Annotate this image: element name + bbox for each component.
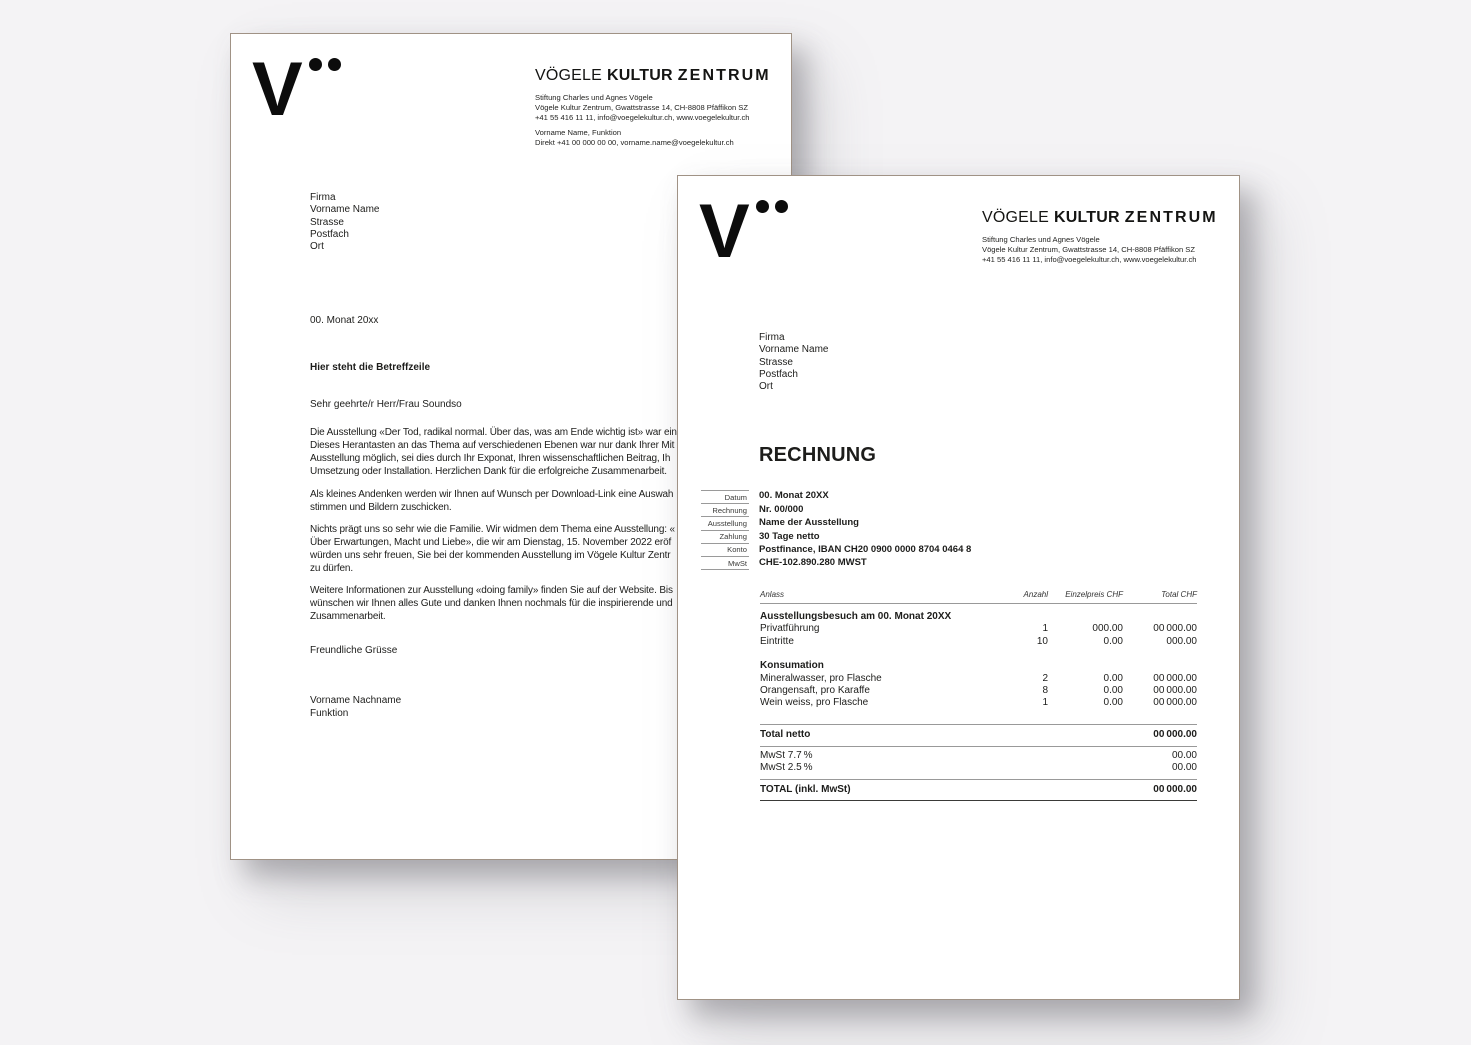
brand-wordmark (982, 209, 1218, 227)
invoice-title: RECHNUNG (759, 444, 877, 466)
invoice-table (760, 590, 1197, 801)
wordmark-kultur: KULTUR (1054, 209, 1120, 226)
letter-subject: Hier steht die Betreffzeile (310, 362, 431, 373)
meta-label: Rechnung (701, 504, 749, 517)
org-line: +41 55 416 11 11, info@voegelekultur.ch, www.voegelekultur.ch (982, 254, 1197, 264)
total-value: 00 000.00 (1153, 729, 1197, 741)
logo-v-glyph: V (252, 47, 300, 132)
letter-closing: Freundliche Grüsse (310, 645, 398, 656)
table-row (760, 673, 1197, 685)
wordmark-zentrum: ZENTRUM (1124, 209, 1218, 226)
meta-value: 00. Monat 20XX (759, 490, 829, 501)
item-name: Privatführung (760, 623, 820, 635)
mwst-row (760, 750, 1197, 762)
meta-row (701, 531, 1206, 544)
letterhead (982, 209, 1218, 265)
recipient-line: Postfach (759, 368, 798, 380)
paragraph-line: Nichts prägt uns so sehr wie die Familie. Wir widmen dem Thema eine Ausstellung: « (310, 524, 675, 535)
paragraph-line: Über Erwartungen, Macht und Liebe», die wir am Dienstag, 15. November 2022 eröf (310, 537, 672, 548)
brand-logo (252, 47, 372, 132)
org-address-block (535, 93, 767, 123)
total-value: 00 000.00 (1153, 784, 1197, 796)
logo-v-glyph: V (699, 189, 747, 274)
item-price: 0.00 (1103, 685, 1123, 697)
wordmark-voegele: VÖGELE (982, 209, 1050, 226)
signature-role: Funktion (310, 708, 349, 719)
table-header-row (760, 590, 1197, 604)
meta-value: CHE-102.890.280 MWST (759, 556, 867, 568)
meta-row (701, 544, 1206, 557)
recipient-line: Strasse (759, 356, 793, 368)
item-total: 00 000.00 (1153, 672, 1197, 684)
recipient-address (310, 192, 379, 253)
recipient-line: Ort (310, 241, 324, 253)
item-qty: 1 (1042, 623, 1048, 635)
col-header-anlass: Anlass (760, 590, 785, 599)
umlaut-dot-icon (756, 200, 769, 213)
meta-label: Datum (701, 490, 749, 504)
wordmark-kultur: KULTUR (607, 67, 673, 84)
contact-line: Vorname Name, Funktion (535, 127, 622, 137)
org-line: Vögele Kultur Zentrum, Gwattstrasse 14, CH-8808 Pfäffikon SZ (535, 102, 749, 112)
recipient-address (759, 332, 828, 393)
recipient-line: Firma (310, 192, 336, 203)
total-label: TOTAL (inkl. MwSt) (760, 784, 851, 796)
recipient-line: Postfach (310, 228, 349, 240)
item-total: 000.00 (1166, 635, 1197, 647)
wordmark-zentrum: ZENTRUM (677, 67, 771, 84)
recipient-line: Strasse (310, 216, 344, 228)
col-header-anzahl: Anzahl (1023, 590, 1048, 599)
meta-label: Zahlung (701, 531, 749, 544)
org-line: Stiftung Charles und Agnes Vögele (535, 93, 653, 102)
paragraph-line: Zusammenarbeit. (310, 611, 386, 622)
paragraph-line: Als kleines Andenken werden wir Ihnen auf Wunsch per Download-Link eine Auswah (310, 489, 674, 500)
item-price: 0.00 (1103, 635, 1123, 647)
letter-paragraph (310, 523, 675, 575)
paragraph-line: Weitere Informationen zur Ausstellung «doing family» finden Sie auf der Website. Bis (310, 585, 673, 596)
meta-label: Ausstellung (701, 517, 749, 530)
wordmark-voegele: VÖGELE (535, 67, 603, 84)
total-label: Total netto (760, 729, 811, 741)
paragraph-line: Ausstellung möglich, sei dies durch Ihr Exponat, Ihren wissenschaftlichen Beitrag, Ih (310, 453, 671, 464)
signature-name: Vorname Nachname (310, 695, 402, 706)
meta-row (701, 490, 1206, 504)
umlaut-dot-icon (775, 200, 788, 213)
table-row (760, 636, 1197, 648)
item-price: 0.00 (1103, 672, 1123, 684)
item-name: Orangensaft, pro Karaffe (760, 685, 870, 697)
item-total: 00 000.00 (1153, 685, 1197, 697)
paragraph-line: würden uns sehr freuen, Sie bei der kommenden Ausstellung im Vögele Kultur Zentr (310, 550, 671, 561)
paragraph-line: Dieses Herantasten an das Thema auf verschiedenen Ebenen war nur dank Ihrer Mit (310, 440, 675, 451)
item-name: Eintritte (760, 635, 794, 647)
total-value: 00.00 (1171, 750, 1197, 762)
paragraph-line: wünschen wir Ihnen alles Gute und danken Ihnen nochmals für die inspirierende und (310, 598, 673, 609)
letter-paragraph (310, 584, 673, 623)
item-qty: 1 (1042, 697, 1048, 709)
table-row (760, 623, 1197, 635)
paragraph-line: Die Ausstellung «Der Tod, radikal normal. Über das, was am Ende wichtig ist» war ein (310, 427, 677, 438)
total-label: MwSt 7.7 % (760, 750, 813, 762)
org-line: +41 55 416 11 11, info@voegelekultur.ch, www.voegelekultur.ch (535, 112, 750, 122)
meta-row (701, 517, 1206, 530)
meta-label: MwSt (701, 557, 749, 570)
meta-value: 30 Tage netto (759, 530, 820, 542)
meta-value: Nr. 00/000 (759, 504, 804, 516)
meta-value: Name der Ausstellung (759, 517, 859, 529)
table-row (760, 685, 1197, 697)
item-price: 0.00 (1103, 697, 1123, 709)
letterhead (535, 67, 771, 148)
meta-value: Postfinance, IBAN CH20 0900 0000 8704 0464 8 (759, 543, 972, 555)
org-address-block (982, 235, 1214, 265)
umlaut-dot-icon (309, 58, 322, 71)
total-netto-row (760, 724, 1197, 748)
paragraph-line: Umsetzung oder Installation. Herzlichen Dank für die erfolgreiche Zusammenarbeit. (310, 466, 667, 477)
meta-label: Konto (701, 544, 749, 557)
item-name: Mineralwasser, pro Flasche (760, 672, 882, 684)
item-price: 000.00 (1092, 623, 1123, 635)
invoice-meta (701, 490, 1206, 570)
invoice-page (677, 175, 1240, 1000)
item-qty: 2 (1042, 672, 1048, 684)
item-qty: 8 (1042, 685, 1048, 697)
recipient-line: Ort (759, 381, 773, 393)
paragraph-line: stimmen und Bildern zuschicken. (310, 502, 452, 513)
letter-date: 00. Monat 20xx (310, 315, 379, 326)
org-line: Stiftung Charles und Agnes Vögele (982, 235, 1100, 244)
item-total: 00 000.00 (1153, 697, 1197, 709)
recipient-line: Firma (759, 332, 785, 343)
invoice-totals (760, 724, 1197, 802)
contact-block (535, 128, 767, 148)
item-qty: 10 (1036, 635, 1048, 647)
total-value: 00.00 (1171, 762, 1197, 774)
umlaut-dot-icon (328, 58, 341, 71)
table-row (760, 697, 1197, 709)
brand-wordmark (535, 67, 771, 85)
total-label: MwSt 2.5 % (760, 762, 813, 774)
letter-paragraph (310, 488, 673, 514)
paragraph-line: zu dürfen. (310, 563, 353, 574)
mwst-row (760, 762, 1197, 780)
table-section-title: Ausstellungsbesuch am 00. Monat 20XX (760, 611, 952, 622)
item-total: 00 000.00 (1153, 623, 1197, 635)
org-line: Vögele Kultur Zentrum, Gwattstrasse 14, CH-8808 Pfäffikon SZ (982, 244, 1196, 254)
brand-logo (699, 189, 819, 274)
letter-salutation: Sehr geehrte/r Herr/Frau Soundso (310, 399, 462, 410)
meta-row (701, 504, 1206, 517)
table-section-title: Konsumation (760, 660, 824, 672)
item-name: Wein weiss, pro Flasche (760, 697, 869, 709)
col-header-einzelpreis: Einzelpreis CHF (1065, 590, 1123, 599)
contact-line: Direkt +41 00 000 00 00, vorname.name@voegelekultur.ch (535, 137, 734, 147)
col-header-total: Total CHF (1161, 590, 1197, 599)
recipient-line: Vorname Name (759, 344, 829, 356)
grand-total-row (760, 780, 1197, 802)
meta-row (701, 557, 1206, 570)
recipient-line: Vorname Name (310, 204, 380, 216)
letter-paragraph (310, 426, 677, 478)
letter-signature (310, 694, 401, 720)
